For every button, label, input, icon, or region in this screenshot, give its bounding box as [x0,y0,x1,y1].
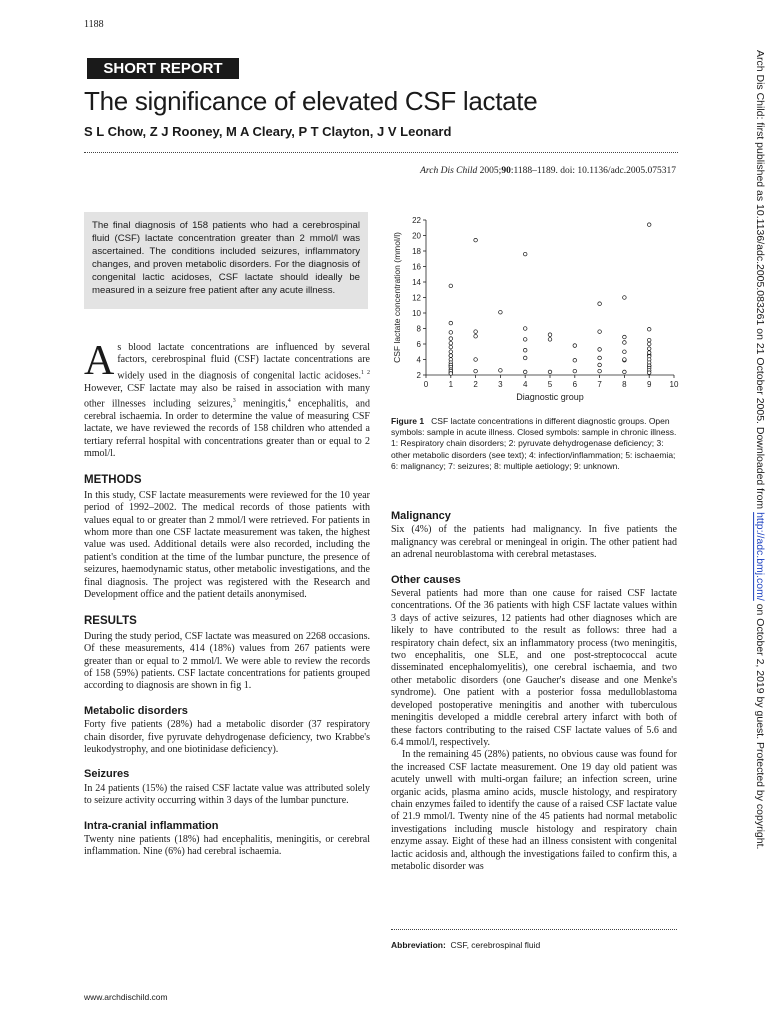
results-text: During the study period, CSF lactate was measured on 2268 occasions. Of these measurements, 414 (18%) values from 267 patients were greater than or equal to 2 mmol/l. We were able to review the records of 158 (59%) patients. CSF lactate concentrations for patients grouped according to diagnosis are shown in fig 1. [84,630,370,692]
x-tick-label: 9 [646,380,652,389]
x-tick-label: 7 [597,380,602,389]
abbreviation-divider [391,929,677,930]
data-point-open [548,370,552,374]
other-causes-heading: Other causes [391,573,461,586]
abbreviation-note: Abbreviation: CSF, cerebrospinal fluid [391,940,541,950]
metabolic-heading: Metabolic disorders [84,704,188,717]
x-tick-label: 1 [448,380,454,389]
section-tag: SHORT REPORT [87,58,239,79]
data-point-open [548,338,552,342]
data-point-open [449,341,453,345]
data-point-open [623,341,627,345]
data-point-open [647,338,651,342]
data-point-open [449,321,453,325]
y-tick-label: 22 [412,216,421,225]
scatter-chart [386,210,686,405]
x-tick-label: 6 [572,380,578,389]
metabolic-text: Forty five patients (28%) had a metabolic disorder (37 respiratory chain disorder, five pyruvate dehydrogenase deficiency, two Krabbe's leukodystrophy, and one biotinidase deficiency). [84,719,370,756]
data-point-open [449,345,453,349]
data-point-open [647,347,651,351]
abstract-box: The final diagnosis of 158 patients who had a cerebrospinal fluid (CSF) lactate concentration greater than 2 mmol/l was ascertained. The conditions included seizures, inflammatory changes, and proven metabolic disorders. For the diagnosis of congenital lactic acidoses, CSF lactate should ideally be measured in a seizure free patient after any acute illness. [84,212,368,309]
data-point-open [573,358,577,362]
data-point-open [573,344,577,348]
y-tick-label: 4 [416,355,421,365]
data-point-open [598,363,602,367]
page-number: 1188 [84,19,104,30]
data-point-open [573,369,577,373]
data-point-open [499,369,503,373]
x-tick-label: 5 [547,380,553,389]
y-tick-label: 8 [416,324,421,334]
x-tick-label: 0 [423,380,429,389]
x-tick-label: 10 [669,380,679,389]
figure-1 [386,210,686,410]
data-point-open [623,358,627,362]
x-tick-label: 4 [522,380,528,389]
intracranial-text: Twenty nine patients (18%) had encephalitis, meningitis, or cerebral inflammation. Nine (6%) had cerebral ischaemia. [84,834,370,858]
intracranial-heading: Intra-cranial inflammation [84,819,219,832]
data-point-open [647,327,651,331]
data-point-open [647,342,651,346]
intro-paragraph: As blood lactate concentrations are influenced by several factors, cerebrospinal fluid (CSF) lactate concentrations are widely used in the diagnosis of congenital lactic acidoses.$^{1 2}$ However, CSF lactate may also be raised in association with many other illnesses including seizures,$^3$ meningitis,$^4$ encephalitis, and cerebral ischaemia. In order to determine the value of measuring CSF lactate, we have reviewed the records of 158 children who attended a tertiary referral hospital with concentrations greater than or equal to 2 mmol/l. [84,338,371,459]
y-tick-label: 14 [412,278,421,287]
y-tick-label: 20 [412,231,421,241]
data-point-open [474,330,478,334]
data-point-open [474,358,478,362]
other-causes-p2: In the remaining 45 (28%) patients, no obvious cause was found for the increased CSF lactate measurement. One 19 day old patient was acutely unwell with multi-organ failure; an infection screen, urine organic acids, plasma amino acids, muscle histology, and respiratory chain enzymes failed to identify the cause of a raised CSF lactate value of 21.9 mmol/l. Twenty nine of the 45 patients had normal metabolic investigations including muscle histology and respiratory chain enzyme assay. Eight of these had an illness consistent with congenital lactic acidosis and, although the investigations failed to confirm this, a metabolic disorder was [391,749,677,872]
footer-url: www.archdischild.com [84,992,168,1002]
data-point-open [598,356,602,360]
data-point-open [449,372,453,376]
data-point-open [623,335,627,339]
data-point-open [623,350,627,354]
data-point-open [523,348,527,352]
right-column [391,510,677,873]
seizures-heading: Seizures [84,768,130,781]
data-point-open [598,302,602,306]
data-point-open [647,351,651,355]
article-title: The significance of elevated CSF lactate [84,86,538,116]
methods-text: In this study, CSF lactate measurements were reviewed for the 10 year period of 1992–2002. The medical records of those patients with values equal to or greater than 2 mmol/l were retrieved. For patients in whom more than one CSF lactate measurement was taken, the highest value was used. Additional details were also recorded, including the patient's condition at the time of the lumbar puncture, the presence of seizures, haemodynamic status, other metabolic investigations, and the final diagnosis. The project was registered with the Research and Development office and the patient details anonymised. [84,489,370,600]
side-note-link[interactable]: http://adc.bmj.com/ [754,512,766,601]
seizures-text: In 24 patients (15%) the raised CSF lactate value was attributed solely to seizure activity occurring within 3 days of the lumbar puncture. [84,782,370,807]
drop-cap: A [84,338,115,384]
data-point-open [548,333,552,337]
data-point-open [523,252,527,256]
data-point-open [523,370,527,374]
data-point-open [449,337,453,341]
data-point-open [523,327,527,331]
title-divider [84,152,678,153]
data-point-open [598,369,602,373]
data-point-open [474,334,478,338]
results-heading: RESULTS [84,615,137,628]
data-point-open [474,238,478,242]
data-point-open [499,310,503,314]
other-causes-p1: Several patients had more than one cause for raised CSF lactate concentrations. Of the 36 patients with high CSF lactate values within 3 days of active seizures, 12 patients had other diagnoses which are likely to have contributed to the result as follows: three had a respiratory chain defect, six an inflammatory process (two meningitis, two encephalitis, one SLE, and one post-streptococcal acute disseminated encephalomyelitis), one cerebral ischaemia, and two other metabolic disorders (one Gaucher's disease and one Menke's syndrome). One patient with a posterior fossa medulloblastoma developed postoperative meningitis and another with tuberculous meningitis developed a middle cerebral artery infarct with both of these factors contributing to the raised CSF lactate values of 5.6 and 6.4 mmol/l, respectively. [391,588,677,748]
methods-heading: METHODS [84,474,142,487]
data-point-open [449,331,453,335]
data-point-open [598,330,602,334]
x-axis-label: Diagnostic group [516,392,584,402]
figure-caption: Figure 1 CSF lactate concentrations in different diagnostic groups. Open symbols: sample in acute illness. Closed symbols: sample in chronic illness. 1: Respiratory chain disorders; 2: pyruvate dehydrogenase deficiency; 3: other metabolic disorders (see text); 4: infection/inflammation; 5: ischaemia; 6: malignancy; 7: seizures; 8: multiple aetiology; 9: unknown. [391,416,677,471]
y-tick-label: 10 [412,309,421,318]
data-point-open [449,350,453,354]
y-tick-label: 12 [412,293,421,303]
author-list: S L Chow, Z J Rooney, M A Cleary, P T Clayton, J V Leonard [84,124,452,139]
data-point-open [523,356,527,360]
y-tick-label: 6 [416,340,421,349]
data-point-open [449,284,453,288]
malignancy-text: Six (4%) of the patients had malignancy. In five patients the malignancy was cerebral or meningeal in origin. The other patient had an adrenal neuroblastoma with cerebral metastases. [391,524,677,561]
side-note: Arch Dis Child: first published as 10.1136/adc.2005.083261 on 21 October 2005. Downloaded from http://adc.bmj.com/ on October 2, 2019 by guest. Protected by copyright. [754,50,766,850]
data-point-open [623,370,627,374]
data-point-open [623,296,627,300]
data-point-open [647,223,651,227]
citation: Arch Dis Child 2005;90:1188–1189. doi: 10.1136/adc.2005.075317 [420,166,676,176]
data-point-open [647,371,651,375]
data-point-open [449,354,453,358]
x-tick-label: 3 [498,380,503,389]
left-column [84,338,371,859]
data-point-open [598,348,602,352]
data-point-open [523,338,527,342]
x-tick-label: 2 [473,380,478,389]
y-axis-label: CSF lactate concentration (mmol/l) [392,232,402,363]
malignancy-heading: Malignancy [391,510,451,522]
y-tick-label: 16 [412,262,421,272]
y-tick-label: 18 [412,247,421,256]
y-tick-label: 2 [416,371,421,380]
data-point-open [474,369,478,373]
x-tick-label: 8 [622,380,627,389]
